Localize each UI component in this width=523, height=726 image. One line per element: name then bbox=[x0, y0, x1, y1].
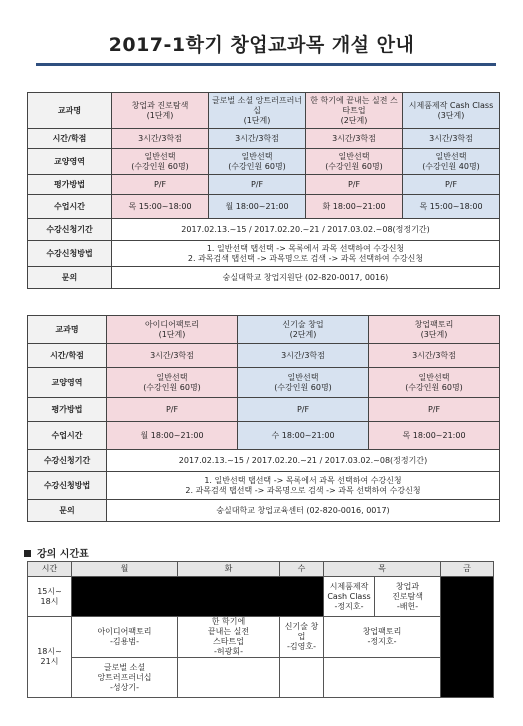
method-step-2: 2. 과목검색 탭선택 -> 과목명으로 검색 -> 과목 선택하여 수강신청 bbox=[185, 485, 421, 495]
course-name: 신기술 창업 bbox=[282, 319, 324, 329]
area-type: 일반선택 bbox=[435, 151, 467, 161]
instructor: -성상기- bbox=[110, 682, 139, 692]
slot-end: 18시 bbox=[40, 596, 59, 606]
eval-cell: P/F bbox=[112, 175, 209, 195]
header-time: 시간 bbox=[28, 562, 72, 577]
empty-block bbox=[72, 577, 324, 617]
course-name-cell bbox=[369, 316, 500, 344]
class-startupfactory bbox=[324, 617, 441, 658]
contact-cell: 숭실대학교 창업지원단 (02-820-0017, 0016) bbox=[112, 267, 500, 289]
slot-18-21 bbox=[28, 617, 72, 698]
label-time: 수업시간 bbox=[28, 195, 112, 219]
timetable-heading-text: 강의 시간표 bbox=[37, 549, 89, 560]
area-type: 일반선택 bbox=[241, 151, 273, 161]
course-name: 글로벌 소셜 앙트러프러너십 bbox=[211, 95, 303, 115]
area-type: 일반선택 bbox=[156, 372, 188, 382]
area-cell bbox=[107, 368, 238, 398]
class-name: 글로벌 소셜 bbox=[103, 662, 146, 672]
eval-cell: P/F bbox=[369, 398, 500, 422]
bullet-square-icon bbox=[24, 550, 31, 557]
title-underline bbox=[36, 63, 496, 66]
method-step-1: 1. 일반선택 탭선택 -> 목록에서 과목 선택하여 수강신청 bbox=[206, 243, 405, 253]
eval-cell: P/F bbox=[306, 175, 403, 195]
label-course: 교과명 bbox=[28, 316, 107, 344]
class-name-2: 진로탐색 bbox=[392, 591, 423, 601]
course-level: (3단계) bbox=[420, 329, 448, 339]
header-fri: 금 bbox=[441, 562, 494, 577]
capacity: (수강인원 60명) bbox=[131, 161, 189, 171]
class-career bbox=[375, 577, 441, 617]
label-contact: 문의 bbox=[28, 267, 112, 289]
label-period: 수강신청기간 bbox=[28, 219, 112, 241]
eval-cell: P/F bbox=[107, 398, 238, 422]
instructor: -배헌- bbox=[396, 601, 419, 611]
method-cell bbox=[107, 472, 500, 500]
label-eval: 평가방법 bbox=[28, 175, 112, 195]
class-name-3: 스타트업 bbox=[213, 637, 244, 646]
eval-cell: P/F bbox=[403, 175, 500, 195]
period-cell: 2017.02.13.~15 / 2017.02.20.~21 / 2017.03.02.~08(정정기간) bbox=[112, 219, 500, 241]
course-name-cell bbox=[112, 93, 209, 129]
label-method: 수강신청방법 bbox=[28, 241, 112, 267]
course-level: (2단계) bbox=[289, 329, 317, 339]
area-cell bbox=[238, 368, 369, 398]
time-cell: 목 18:00~21:00 bbox=[369, 422, 500, 450]
empty-cell bbox=[178, 658, 280, 698]
course-name-cell bbox=[238, 316, 369, 344]
label-course: 교과명 bbox=[28, 93, 112, 129]
course-name: 창업과 진로탐색 bbox=[131, 100, 189, 110]
header-mon: 월 bbox=[72, 562, 178, 577]
label-time: 수업시간 bbox=[28, 422, 107, 450]
label-contact: 문의 bbox=[28, 500, 107, 522]
course-name: 아이디어팩토리 bbox=[144, 319, 200, 329]
hours-cell: 3시간/3학점 bbox=[107, 344, 238, 368]
class-name-2: 앙트러프러너십 bbox=[97, 672, 152, 682]
class-name-2: 끝내는 실전 bbox=[207, 627, 250, 636]
eval-cell: P/F bbox=[209, 175, 306, 195]
header-wed: 수 bbox=[280, 562, 324, 577]
instructor: -정지호- bbox=[334, 601, 364, 611]
hours-cell: 3시간/3학점 bbox=[112, 129, 209, 149]
area-cell bbox=[369, 368, 500, 398]
slot-start: 18시~ bbox=[37, 647, 62, 656]
class-ideafactory bbox=[72, 617, 178, 658]
capacity: (수강인원 40명) bbox=[422, 161, 480, 171]
class-name: 신기술 창업 bbox=[284, 622, 319, 641]
area-cell bbox=[306, 149, 403, 175]
method-cell bbox=[112, 241, 500, 267]
course-name: 한 학기에 끝내는 실전 스타트업 bbox=[310, 95, 398, 115]
course-name-cell bbox=[107, 316, 238, 344]
class-global bbox=[72, 658, 178, 698]
label-hours: 시간/학점 bbox=[28, 344, 107, 368]
contact-cell: 숭실대학교 창업교육센터 (02-820-0016, 0017) bbox=[107, 500, 500, 522]
timetable-heading bbox=[24, 545, 89, 560]
label-area: 교양영역 bbox=[28, 149, 112, 175]
slot-15-18 bbox=[28, 577, 72, 617]
label-method: 수강신청방법 bbox=[28, 472, 107, 500]
area-cell bbox=[209, 149, 306, 175]
hours-cell: 3시간/3학점 bbox=[238, 344, 369, 368]
course-level: (3단계) bbox=[437, 110, 465, 120]
course-name: 창업팩토리 bbox=[414, 319, 454, 329]
slot-start: 15시~ bbox=[37, 586, 62, 596]
class-name: 창업팩토리 bbox=[362, 627, 402, 636]
capacity: (수강인원 60명) bbox=[143, 382, 201, 392]
time-cell: 수 18:00~21:00 bbox=[238, 422, 369, 450]
instructor: -정지호- bbox=[367, 637, 397, 646]
capacity: (수강인원 60명) bbox=[325, 161, 383, 171]
time-cell: 목 15:00~18:00 bbox=[112, 195, 209, 219]
course-level: (1단계) bbox=[158, 329, 186, 339]
period-cell: 2017.02.13.~15 / 2017.02.20.~21 / 2017.03.02.~08(정정기간) bbox=[107, 450, 500, 472]
course-name-cell bbox=[306, 93, 403, 129]
course-level: (2단계) bbox=[340, 115, 368, 125]
class-name: 시제품제작 bbox=[329, 581, 369, 591]
hours-cell: 3시간/3학점 bbox=[403, 129, 500, 149]
class-cashclass bbox=[324, 577, 375, 617]
area-type: 일반선택 bbox=[418, 372, 450, 382]
header-tue: 화 bbox=[178, 562, 280, 577]
course-name: 시제품제작 Cash Class bbox=[408, 100, 494, 110]
time-cell: 목 15:00~18:00 bbox=[403, 195, 500, 219]
header-thu: 목 bbox=[324, 562, 441, 577]
instructor: -김영호- bbox=[287, 642, 316, 651]
method-step-2: 2. 과목검색 탭선택 -> 과목명으로 검색 -> 과목 선택하여 수강신청 bbox=[187, 253, 424, 263]
page-title: 2017-1학기 창업교과목 개설 안내 bbox=[108, 34, 415, 56]
label-area: 교양영역 bbox=[28, 368, 107, 398]
empty-cell bbox=[280, 658, 324, 698]
timetable bbox=[27, 561, 494, 698]
capacity: (수강인원 60명) bbox=[228, 161, 286, 171]
area-cell bbox=[403, 149, 500, 175]
class-name: 한 학기에 bbox=[211, 617, 246, 626]
time-cell: 월 18:00~21:00 bbox=[107, 422, 238, 450]
course-table-1 bbox=[27, 92, 500, 289]
capacity: (수강인원 60명) bbox=[405, 382, 463, 392]
empty-cell bbox=[324, 658, 441, 698]
label-eval: 평가방법 bbox=[28, 398, 107, 422]
time-cell: 화 18:00~21:00 bbox=[306, 195, 403, 219]
method-step-1: 1. 일반선택 탭선택 -> 목록에서 과목 선택하여 수강신청 bbox=[204, 475, 402, 485]
instructor: -허광회- bbox=[214, 647, 243, 656]
course-table-2 bbox=[27, 315, 500, 522]
area-type: 일반선택 bbox=[144, 151, 176, 161]
course-name-cell bbox=[209, 93, 306, 129]
area-type: 일반선택 bbox=[287, 372, 319, 382]
class-newtech bbox=[280, 617, 324, 658]
time-cell: 월 18:00~21:00 bbox=[209, 195, 306, 219]
hours-cell: 3시간/3학점 bbox=[369, 344, 500, 368]
eval-cell: P/F bbox=[238, 398, 369, 422]
empty-block-fri bbox=[441, 577, 494, 698]
area-type: 일반선택 bbox=[338, 151, 370, 161]
course-name-cell bbox=[403, 93, 500, 129]
class-name: 아이디어팩토리 bbox=[97, 627, 152, 636]
label-hours: 시간/학점 bbox=[28, 129, 112, 149]
hours-cell: 3시간/3학점 bbox=[306, 129, 403, 149]
capacity: (수강인원 60명) bbox=[274, 382, 332, 392]
label-period: 수강신청기간 bbox=[28, 450, 107, 472]
class-startup bbox=[178, 617, 280, 658]
instructor: -김용범- bbox=[110, 637, 139, 646]
hours-cell: 3시간/3학점 bbox=[209, 129, 306, 149]
class-name-2: Cash Class bbox=[327, 591, 371, 601]
slot-end: 21시 bbox=[40, 657, 59, 666]
course-level: (1단계) bbox=[146, 110, 174, 120]
area-cell bbox=[112, 149, 209, 175]
class-name: 창업과 bbox=[395, 581, 420, 591]
course-level: (1단계) bbox=[243, 115, 271, 125]
